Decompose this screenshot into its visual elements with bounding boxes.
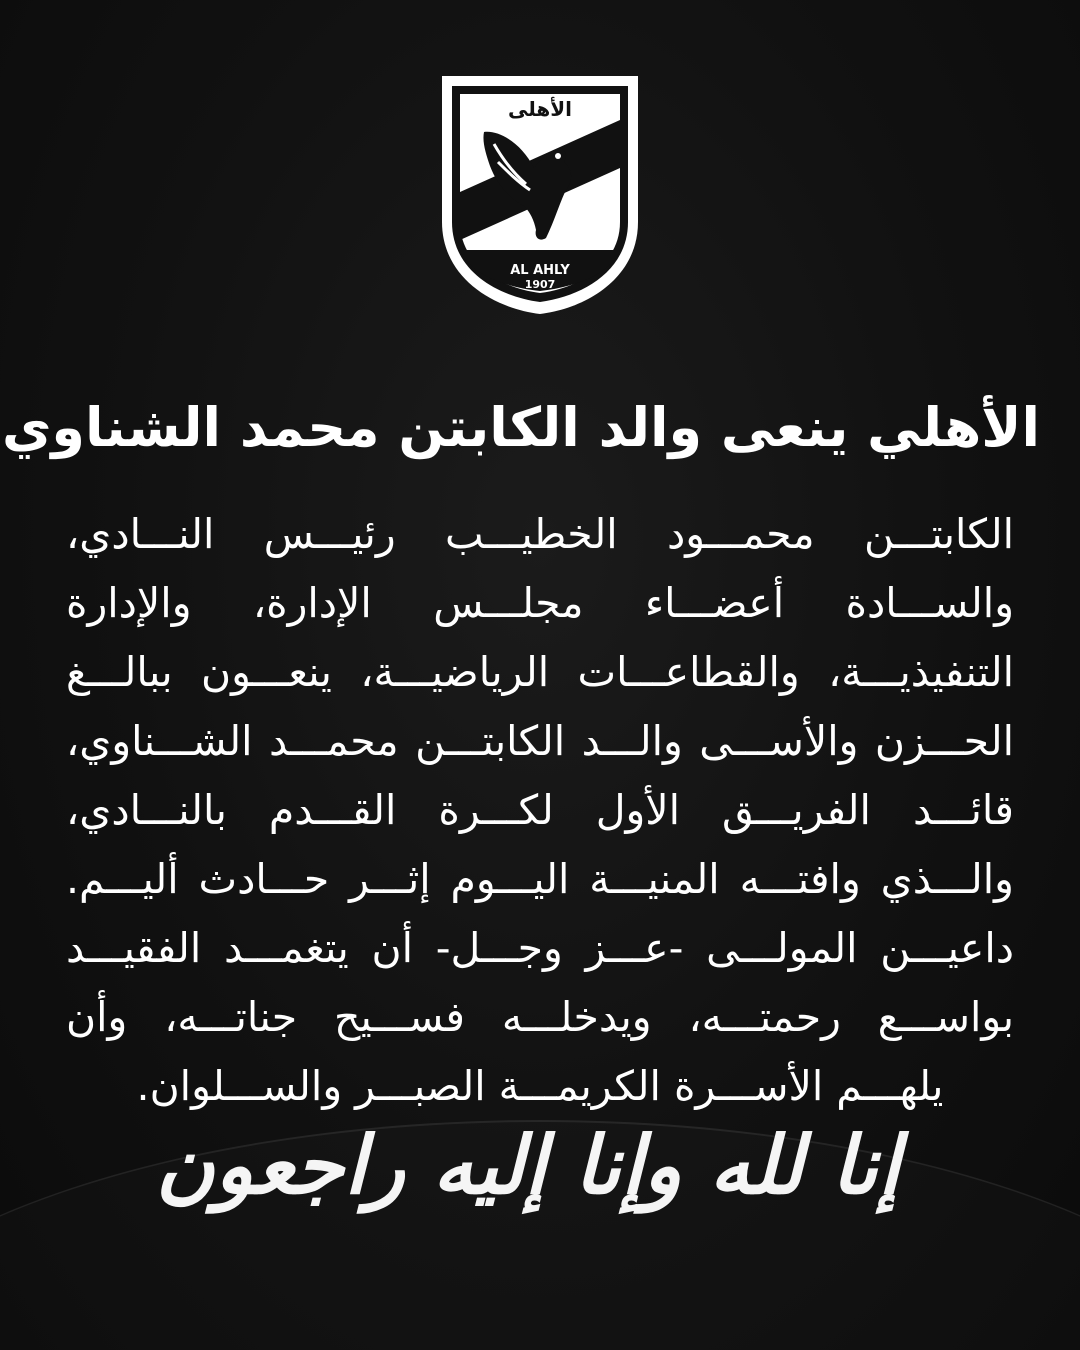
crest-arabic-name: الأهلى: [507, 97, 573, 121]
crest-latin-name: AL AHLY: [510, 263, 570, 278]
crest-year: 1907: [524, 278, 556, 291]
eagle-crest-icon: [438, 72, 642, 316]
page-title: الأهلي ينعى والد الكابتن محمد الشناوي: [1, 396, 1040, 459]
condolence-message: الكابتـــن محمـــود الخطيـــب رئيـــس النـــادي، والســـادة أعضـــاء مجلـــس الإدارة، والإدارة التنفيذيـــة، والقطاعـــات الرياضيـــة، ينعـــون ببالـــغ الحـــزن والأســـى والـــد الكابتـــن محمـــد الشـــناوي، قائـــد الفريـــق الأول لكـــرة القـــدم بالنـــادي، والـــذي وافتـــه المنيـــة اليـــوم إثـــر حـــادث أليـــم. داعيـــن المولـــى -عـــز وجـــل- أن يتغمـــد الفقيـــد بواســـع رحمتـــه، ويدخلـــه فســـيح جناتـــه، وأن يلهـــم الأســـرة الكريمـــة الصبـــر والســـلوان.: [66, 510, 1014, 1110]
calligraphy-verse: إنا لله وإنا إليه راجعون: [155, 1118, 900, 1212]
club-crest: [438, 72, 642, 316]
